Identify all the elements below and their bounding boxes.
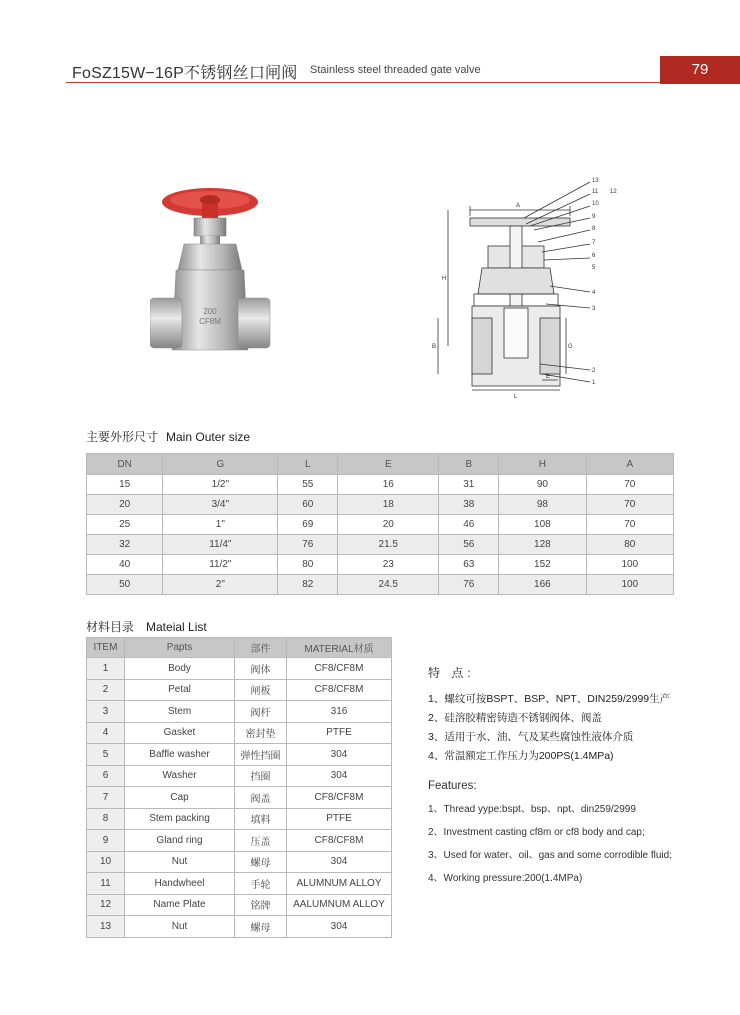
materials-row bbox=[87, 873, 392, 895]
materials-cell: Name Plate bbox=[125, 894, 235, 916]
dimensions-cell: 90 bbox=[499, 475, 586, 495]
callout-1: 1 bbox=[592, 380, 596, 386]
materials-cell: PTFE bbox=[287, 722, 392, 744]
features-en bbox=[428, 780, 672, 892]
dimensions-cell: 82 bbox=[278, 575, 338, 595]
materials-cell: 10 bbox=[87, 851, 125, 873]
materials-cell: ALUMNUM ALLOY bbox=[287, 873, 392, 895]
materials-row bbox=[87, 851, 392, 873]
materials-row bbox=[87, 830, 392, 852]
materials-cell: 304 bbox=[287, 851, 392, 873]
dimensions-row bbox=[87, 495, 674, 515]
materials-cell: PTFE bbox=[287, 808, 392, 830]
materials-cell: Petal bbox=[125, 679, 235, 701]
dimensions-title-en: Main Outer size bbox=[166, 430, 251, 444]
materials-row bbox=[87, 658, 392, 680]
callout-3: 3 bbox=[592, 306, 596, 312]
page-number: 79 bbox=[660, 56, 740, 84]
callout-10: 10 bbox=[592, 201, 599, 207]
materials-table bbox=[86, 637, 392, 938]
callout-5: 5 bbox=[592, 265, 596, 271]
materials-cell: 4 bbox=[87, 722, 125, 744]
materials-cell: 闸板 bbox=[235, 679, 287, 701]
materials-cell: Gasket bbox=[125, 722, 235, 744]
dimensions-cell: 80 bbox=[586, 535, 673, 555]
materials-cell: Washer bbox=[125, 765, 235, 787]
dimensions-cell: 50 bbox=[87, 575, 163, 595]
dimensions-cell: 80 bbox=[278, 555, 338, 575]
materials-cell: 316 bbox=[287, 701, 392, 723]
features-en-heading: Features: bbox=[428, 780, 477, 792]
dimensions-column-header: L bbox=[278, 454, 338, 475]
dimensions-cell: 31 bbox=[439, 475, 499, 495]
materials-column-header: MATERIAL材质 bbox=[287, 638, 392, 658]
materials-row bbox=[87, 916, 392, 938]
valve-section-drawing bbox=[430, 168, 635, 398]
materials-column-header: 部件 bbox=[235, 638, 287, 658]
materials-cell: 阀盖 bbox=[235, 787, 287, 809]
page-header bbox=[0, 56, 740, 86]
materials-cell: Handwheel bbox=[125, 873, 235, 895]
materials-cell: 铭牌 bbox=[235, 894, 287, 916]
materials-cell: 弹性挡圈 bbox=[235, 744, 287, 766]
materials-cell: CF8/CF8M bbox=[287, 658, 392, 680]
dim-e-label: E bbox=[546, 374, 551, 380]
dimensions-cell: 63 bbox=[439, 555, 499, 575]
materials-cell: 8 bbox=[87, 808, 125, 830]
callout-13: 13 bbox=[592, 178, 599, 184]
materials-row bbox=[87, 894, 392, 916]
materials-cell: 1 bbox=[87, 658, 125, 680]
dimensions-table bbox=[86, 453, 674, 595]
dimensions-cell: 21.5 bbox=[338, 535, 439, 555]
materials-heading bbox=[86, 618, 207, 635]
dimensions-cell: 76 bbox=[278, 535, 338, 555]
materials-row bbox=[87, 765, 392, 787]
materials-cell: 11 bbox=[87, 873, 125, 895]
dimensions-cell: 23 bbox=[338, 555, 439, 575]
dimensions-row bbox=[87, 475, 674, 495]
dimensions-cell: 76 bbox=[439, 575, 499, 595]
dimensions-cell: 60 bbox=[278, 495, 338, 515]
dimensions-cell: 15 bbox=[87, 475, 163, 495]
materials-cell: 304 bbox=[287, 916, 392, 938]
materials-cell: 2 bbox=[87, 679, 125, 701]
dimensions-heading bbox=[86, 428, 250, 445]
dim-b-label: B bbox=[432, 344, 437, 350]
dimensions-cell: 1" bbox=[163, 515, 278, 535]
materials-title-cn: 材料目录 bbox=[86, 620, 135, 634]
dimensions-column-header: B bbox=[439, 454, 499, 475]
materials-body bbox=[87, 658, 392, 938]
materials-cell: 阀杆 bbox=[235, 701, 287, 723]
materials-header-row bbox=[87, 638, 392, 658]
dimensions-cell: 16 bbox=[338, 475, 439, 495]
materials-cell: 304 bbox=[287, 765, 392, 787]
features-en-item: 3、Used for water、oil、gas and some corrodible fluid; bbox=[428, 850, 672, 861]
materials-cell: Cap bbox=[125, 787, 235, 809]
dimensions-cell: 70 bbox=[586, 515, 673, 535]
materials-cell: 压盖 bbox=[235, 830, 287, 852]
dimensions-header-row bbox=[87, 454, 674, 475]
dimensions-cell: 70 bbox=[586, 475, 673, 495]
dimensions-row bbox=[87, 555, 674, 575]
dimensions-cell: 108 bbox=[499, 515, 586, 535]
materials-cell: 3 bbox=[87, 701, 125, 723]
dimensions-cell: 98 bbox=[499, 495, 586, 515]
dimensions-cell: 25 bbox=[87, 515, 163, 535]
dimensions-column-header: G bbox=[163, 454, 278, 475]
materials-cell: Gland ring bbox=[125, 830, 235, 852]
materials-row bbox=[87, 722, 392, 744]
dimensions-cell: 56 bbox=[439, 535, 499, 555]
features-cn-item: 3、适用于水、油、气及某些腐蚀性液体介质 bbox=[428, 731, 634, 743]
materials-cell: AALUMNUM ALLOY bbox=[287, 894, 392, 916]
materials-row bbox=[87, 701, 392, 723]
dimensions-row bbox=[87, 515, 674, 535]
materials-row bbox=[87, 787, 392, 809]
dimensions-cell: 100 bbox=[586, 555, 673, 575]
valve-photo bbox=[150, 182, 280, 382]
dimensions-row bbox=[87, 535, 674, 555]
dimensions-cell: 38 bbox=[439, 495, 499, 515]
callout-7: 7 bbox=[592, 240, 596, 246]
dimensions-cell: 69 bbox=[278, 515, 338, 535]
materials-cell: Nut bbox=[125, 916, 235, 938]
materials-cell: Baffle washer bbox=[125, 744, 235, 766]
materials-title-en: Mateial List bbox=[146, 620, 207, 634]
materials-cell: 7 bbox=[87, 787, 125, 809]
dimensions-column-header: DN bbox=[87, 454, 163, 475]
materials-column-header: ITEM bbox=[87, 638, 125, 658]
page-title: FoSZ15W−16P不锈钢丝口闸阀 bbox=[72, 65, 298, 82]
callout-2: 2 bbox=[592, 368, 596, 374]
dim-g-label: G bbox=[568, 344, 573, 350]
dimensions-column-header: E bbox=[338, 454, 439, 475]
dimensions-cell: 11/4" bbox=[163, 535, 278, 555]
materials-cell: 螺母 bbox=[235, 851, 287, 873]
dimensions-column-header: A bbox=[586, 454, 673, 475]
dimensions-cell: 166 bbox=[499, 575, 586, 595]
dimensions-cell: 20 bbox=[87, 495, 163, 515]
dimensions-cell: 11/2" bbox=[163, 555, 278, 575]
callout-12: 12 bbox=[610, 189, 617, 195]
materials-cell: 13 bbox=[87, 916, 125, 938]
callout-11: 11 bbox=[592, 189, 599, 195]
materials-cell: 304 bbox=[287, 744, 392, 766]
callout-6: 6 bbox=[592, 253, 596, 259]
materials-row bbox=[87, 744, 392, 766]
materials-cell: Stem packing bbox=[125, 808, 235, 830]
dimensions-cell: 24.5 bbox=[338, 575, 439, 595]
features-cn-item: 4、常温额定工作压力为200PS(1.4MPa) bbox=[428, 750, 614, 762]
header-rule bbox=[66, 82, 660, 83]
dimensions-cell: 55 bbox=[278, 475, 338, 495]
materials-column-header: Papts bbox=[125, 638, 235, 658]
materials-cell: 挡圈 bbox=[235, 765, 287, 787]
dimensions-cell: 3/4" bbox=[163, 495, 278, 515]
materials-cell: 阀体 bbox=[235, 658, 287, 680]
dimensions-body bbox=[87, 475, 674, 595]
dimensions-cell: 1/2" bbox=[163, 475, 278, 495]
callout-8: 8 bbox=[592, 226, 596, 232]
materials-cell: CF8/CF8M bbox=[287, 830, 392, 852]
materials-cell: 填料 bbox=[235, 808, 287, 830]
materials-cell: 12 bbox=[87, 894, 125, 916]
features-cn-heading: 特 点: bbox=[428, 666, 475, 680]
materials-cell: 5 bbox=[87, 744, 125, 766]
dimensions-cell: 70 bbox=[586, 495, 673, 515]
materials-cell: 密封垫 bbox=[235, 722, 287, 744]
dimensions-cell: 18 bbox=[338, 495, 439, 515]
page-subtitle: Stainless steel threaded gate valve bbox=[310, 64, 481, 76]
dimensions-title-cn: 主要外形尺寸 bbox=[86, 430, 159, 444]
materials-cell: Stem bbox=[125, 701, 235, 723]
svg-text:200: 200 bbox=[203, 307, 217, 316]
features-en-item: 4、Working pressure:200(1.4MPa) bbox=[428, 873, 583, 884]
materials-row bbox=[87, 808, 392, 830]
callout-9: 9 bbox=[592, 214, 596, 220]
dimensions-column-header: H bbox=[499, 454, 586, 475]
dimensions-cell: 40 bbox=[87, 555, 163, 575]
features-en-item: 1、Thread yype:bspt、bsp、npt、din259/2999 bbox=[428, 804, 636, 815]
svg-text:CF8M: CF8M bbox=[199, 317, 221, 326]
dimensions-cell: 152 bbox=[499, 555, 586, 575]
dimensions-cell: 20 bbox=[338, 515, 439, 535]
features-en-item: 2、Investment casting cf8m or cf8 body and cap; bbox=[428, 827, 645, 838]
materials-cell: 螺母 bbox=[235, 916, 287, 938]
materials-cell: 手轮 bbox=[235, 873, 287, 895]
materials-row bbox=[87, 679, 392, 701]
dim-a-label: A bbox=[516, 203, 521, 209]
handwheel bbox=[162, 188, 258, 218]
dim-h-label: H bbox=[442, 276, 447, 282]
materials-cell: CF8/CF8M bbox=[287, 679, 392, 701]
features-cn-item: 2、硅溶胶精密铸造不锈钢阀体、阀盖 bbox=[428, 712, 602, 724]
materials-cell: 6 bbox=[87, 765, 125, 787]
dimensions-cell: 32 bbox=[87, 535, 163, 555]
materials-cell: Nut bbox=[125, 851, 235, 873]
materials-cell: 9 bbox=[87, 830, 125, 852]
dim-l-label: L bbox=[514, 394, 518, 398]
dimensions-cell: 46 bbox=[439, 515, 499, 535]
callout-4: 4 bbox=[592, 290, 596, 296]
dimensions-cell: 2" bbox=[163, 575, 278, 595]
features-cn bbox=[428, 664, 670, 767]
dimensions-row bbox=[87, 575, 674, 595]
dimensions-cell: 128 bbox=[499, 535, 586, 555]
dimensions-cell: 100 bbox=[586, 575, 673, 595]
materials-cell: CF8/CF8M bbox=[287, 787, 392, 809]
features-cn-item: 1、螺纹可按BSPT、BSP、NPT、DIN259/2999生产 bbox=[428, 693, 671, 705]
materials-cell: Body bbox=[125, 658, 235, 680]
